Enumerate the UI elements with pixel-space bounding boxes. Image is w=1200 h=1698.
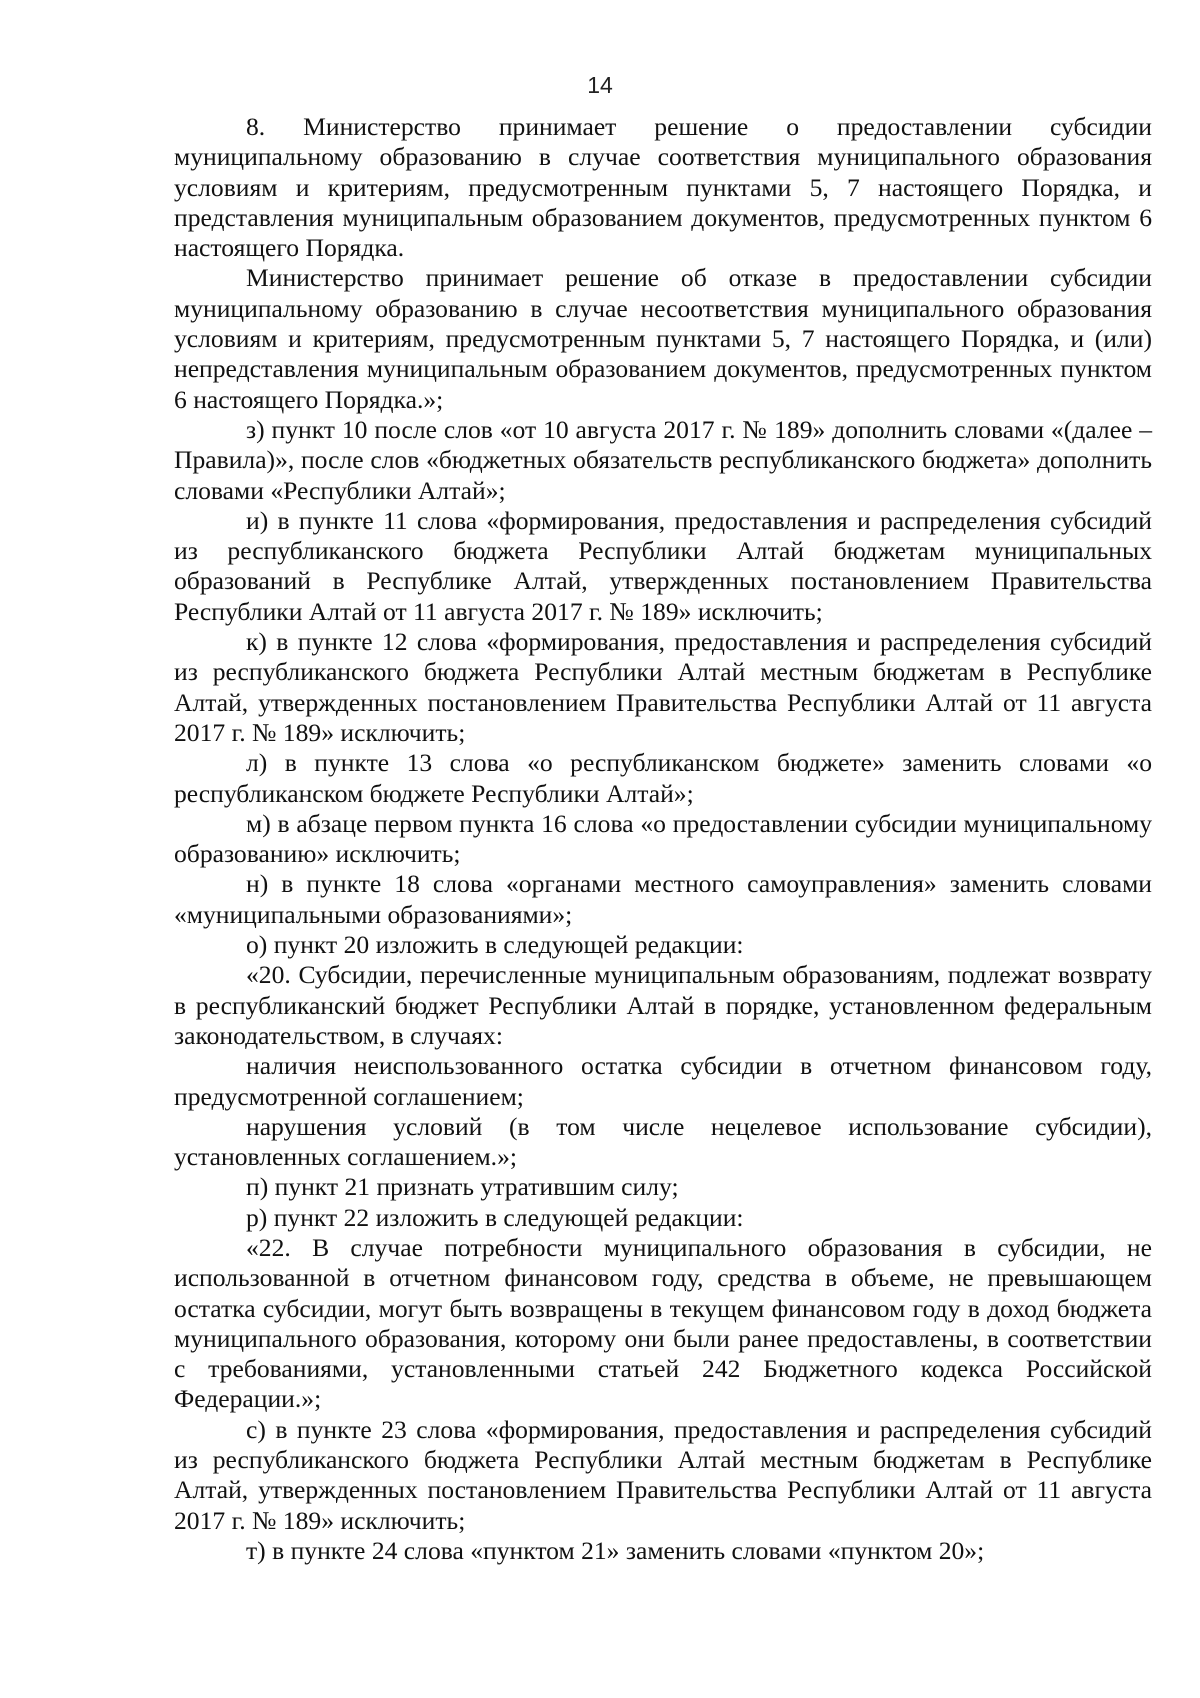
paragraph-20-case-1: наличия неиспользованного остатка субсидии в отчетном финансовом году, предусмотренной соглашением; — [174, 1051, 1152, 1111]
paragraph-item-i: и) в пункте 11 слова «формирования, предоставления и распределения субсидий из республиканского бюджета Республики Алтай бюджетам муниципальных образований в Республике Алтай, утвержденных постановлением Правительства Республики Алтай от 11 августа 2017 г. № 189» исключить; — [174, 505, 1152, 626]
paragraph-item-r: р) пункт 22 изложить в следующей редакции: — [246, 1202, 744, 1232]
paragraph-22: «22. В случае потребности муниципального образования в субсидии, не использованной в отчетном финансовом году, средства в объеме, не превышающем остатка субсидии, могут быть возвращены в текущем финансовом году в доход бюджета муниципального образования, которому они были ранее предоставлены, в соответствии с требованиями, установленными статьей 242 Бюджетного кодекса Российской Федерации.»; — [174, 1232, 1152, 1414]
page-number: 14 — [587, 72, 613, 98]
paragraph-20: «20. Субсидии, перечисленные муниципальным образованиям, подлежат возврату в республиканский бюджет Республики Алтай в порядке, установленном федеральным законодательством, в случаях: — [174, 960, 1152, 1050]
paragraph-item-o: о) пункт 20 изложить в следующей редакции: — [246, 930, 744, 960]
paragraph-item-s: с) в пункте 23 слова «формирования, предоставления и распределения субсидий из республиканского бюджета Республики Алтай местным бюджетам в Республике Алтай, утвержденных постановлением Правительства Республики Алтай от 11 августа 2017 г. № 189» исключить; — [174, 1414, 1152, 1535]
paragraph-item-k: к) в пункте 12 слова «формирования, предоставления и распределения субсидий из республиканского бюджета Республики Алтай местным бюджетам в Республике Алтай, утвержденных постановлением Правительства Республики Алтай от 11 августа 2017 г. № 189» исключить; — [174, 627, 1152, 747]
paragraph-item-t: т) в пункте 24 слова «пунктом 21» заменить словами «пунктом 20»; — [246, 1535, 985, 1565]
paragraph-item-n: н) в пункте 18 слова «органами местного самоуправления» заменить словами «муниципальными образованиями»; — [174, 869, 1152, 929]
paragraph-item-z: з) пункт 10 после слов «от 10 августа 2017 г. № 189» дополнить словами «(далее –Правила)», после слов «бюджетных обязательств республиканского бюджета» дополнить словами «Республики Алтай»; — [174, 414, 1152, 505]
document-body — [174, 112, 1152, 1566]
paragraph-item-l: л) в пункте 13 слова «о республиканском бюджете» заменить словами «о республиканском бюджете Республики Алтай»; — [174, 748, 1152, 808]
paragraph-refusal: Министерство принимает решение об отказе в предоставлении субсидии муниципальному образованию в случае несоответствия муниципального образования условиям и критериям, предусмотренным пунктами 5, 7 настоящего Порядка, и (или) непредставления муниципальным образованием документов, предусмотренных пунктом 6 настоящего Порядка.»; — [174, 263, 1152, 414]
paragraph-20-case-2: нарушения условий (в том числе нецелевое использование субсидии), установленных соглашением.»; — [174, 1111, 1152, 1172]
paragraph-item-m: м) в абзаце первом пункта 16 слова «о предоставлении субсидии муниципальному образованию» исключить; — [174, 808, 1152, 869]
paragraph-8: 8. Министерство принимает решение о предоставлении субсидии муниципальному образованию в случае соответствия муниципального образования условиям и критериям, предусмотренным пунктами 5, 7 настоящего Порядка, и представления муниципальным образованием документов, предусмотренных пунктом 6 настоящего Порядка. — [174, 112, 1152, 263]
paragraph-item-p: п) пункт 21 признать утратившим силу; — [246, 1172, 679, 1202]
